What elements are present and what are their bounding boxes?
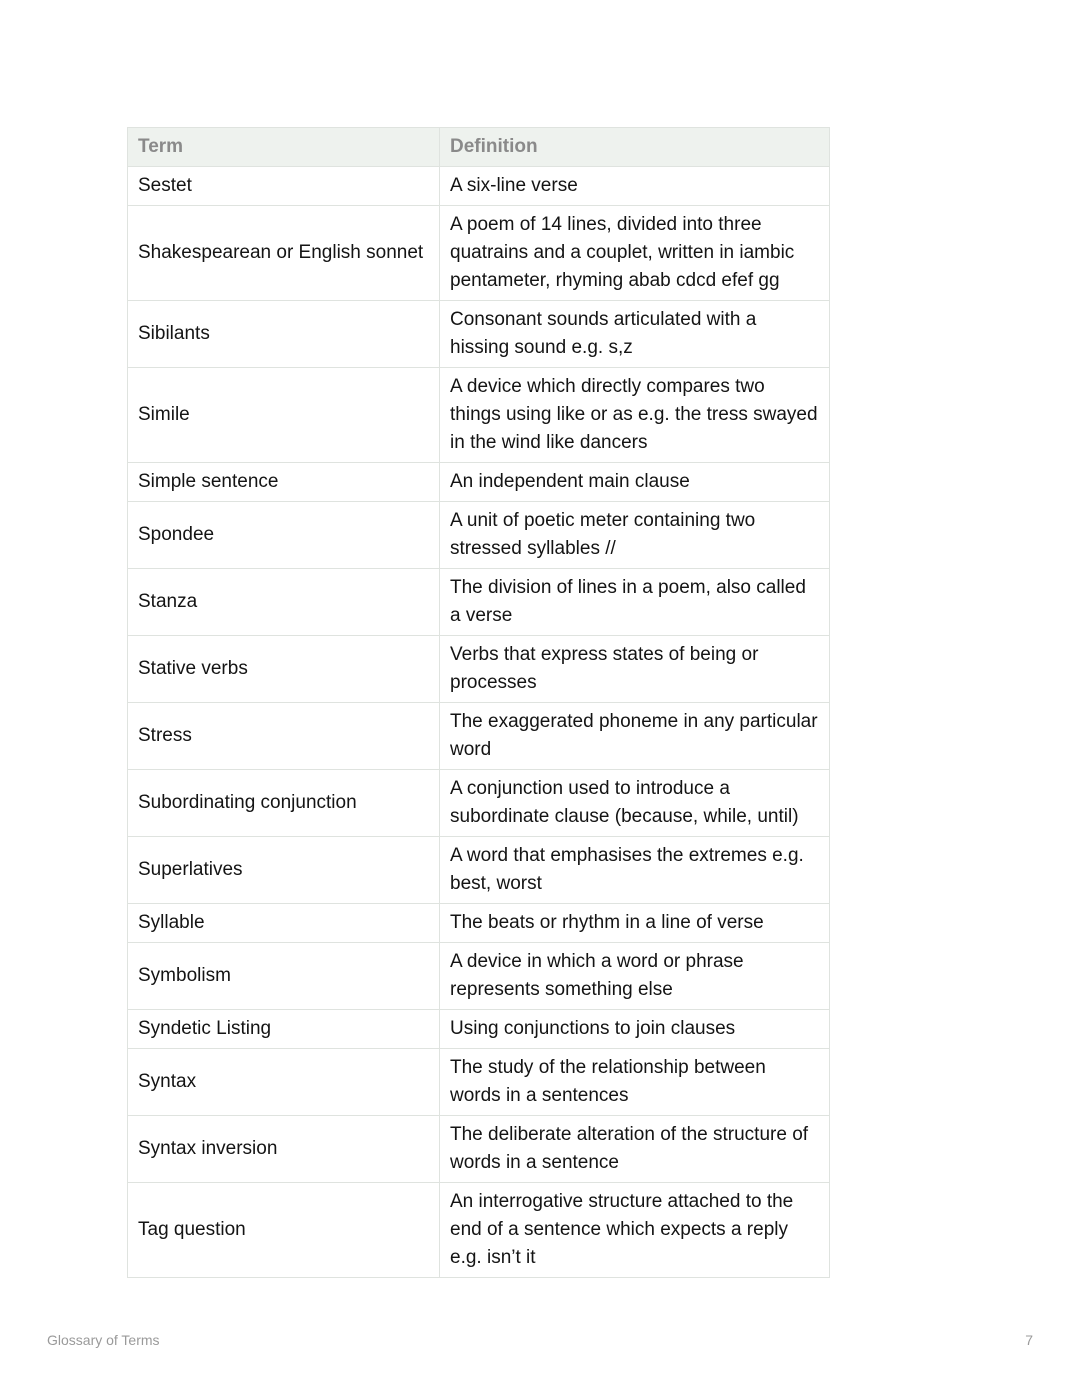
definition-cell: A conjunction used to introduce a subordinate clause (because, while, until) [440,770,830,837]
footer-page-number: 7 [1025,1332,1033,1348]
term-cell: Stanza [128,569,440,636]
table-row [128,1116,830,1183]
term-cell: Syndetic Listing [128,1010,440,1049]
term-cell: Sestet [128,167,440,206]
table-row [128,837,830,904]
definition-cell: A poem of 14 lines, divided into three quatrains and a couplet, written in iambic pentameter, rhyming abab cdcd efef gg [440,206,830,301]
term-cell: Symbolism [128,943,440,1010]
header-row [128,128,830,167]
table-row [128,943,830,1010]
term-column-header: Term [128,128,440,167]
table-row [128,1183,830,1278]
term-cell: Stress [128,703,440,770]
definition-cell: A device which directly compares two things using like or as e.g. the tress swayed in the wind like dancers [440,368,830,463]
term-cell: Simple sentence [128,463,440,502]
definition-column-header: Definition [440,128,830,167]
table-row [128,502,830,569]
term-cell: Syntax inversion [128,1116,440,1183]
term-cell: Simile [128,368,440,463]
table-row [128,301,830,368]
table-row [128,770,830,837]
table-row [128,1049,830,1116]
term-cell: Subordinating conjunction [128,770,440,837]
table-row [128,636,830,703]
table-row [128,904,830,943]
definition-cell: Consonant sounds articulated with a hissing sound e.g. s,z [440,301,830,368]
definition-cell: An interrogative structure attached to the end of a sentence which expects a reply e.g. isn’t it [440,1183,830,1278]
definition-cell: The division of lines in a poem, also called a verse [440,569,830,636]
term-cell: Stative verbs [128,636,440,703]
definition-cell: A six-line verse [440,167,830,206]
definition-cell: The beats or rhythm in a line of verse [440,904,830,943]
footer-document-title: Glossary of Terms [47,1332,160,1348]
table-body [128,167,830,1278]
term-cell: Superlatives [128,837,440,904]
definition-cell: An independent main clause [440,463,830,502]
term-cell: Tag question [128,1183,440,1278]
definition-cell: The study of the relationship between words in a sentences [440,1049,830,1116]
table-row [128,368,830,463]
term-cell: Shakespearean or English sonnet [128,206,440,301]
table-row [128,569,830,636]
definition-cell: The deliberate alteration of the structure of words in a sentence [440,1116,830,1183]
table-row [128,167,830,206]
term-cell: Syllable [128,904,440,943]
definition-cell: A word that emphasises the extremes e.g. best, worst [440,837,830,904]
glossary-table [127,127,830,1278]
table-row [128,1010,830,1049]
table-row [128,703,830,770]
table-row [128,206,830,301]
term-cell: Spondee [128,502,440,569]
definition-cell: A device in which a word or phrase represents something else [440,943,830,1010]
table-row [128,463,830,502]
table-header [128,128,830,167]
definition-cell: A unit of poetic meter containing two stressed syllables // [440,502,830,569]
definition-cell: The exaggerated phoneme in any particular word [440,703,830,770]
term-cell: Syntax [128,1049,440,1116]
term-cell: Sibilants [128,301,440,368]
definition-cell: Verbs that express states of being or processes [440,636,830,703]
definition-cell: Using conjunctions to join clauses [440,1010,830,1049]
